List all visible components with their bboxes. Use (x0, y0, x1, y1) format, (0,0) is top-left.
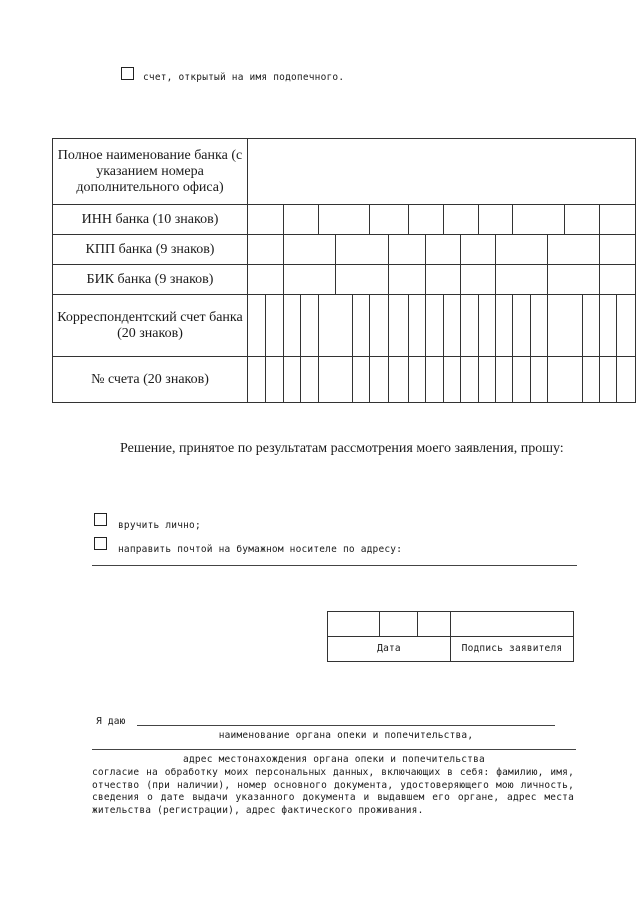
digit-cell-divider (283, 205, 284, 234)
digit-cell-divider (547, 295, 548, 356)
digit-cell-divider (512, 295, 513, 356)
authority-name-line[interactable] (137, 725, 555, 726)
digit-cell-divider (408, 295, 409, 356)
digit-cell-divider (283, 357, 284, 402)
corr-account-cells[interactable] (248, 295, 636, 357)
inn-label: ИНН банка (10 знаков) (53, 205, 248, 235)
digit-cell-divider (495, 357, 496, 402)
digit-cell-divider (530, 295, 531, 356)
digit-cell-divider (495, 235, 496, 264)
decision-text: Решение, принятое по результатам рассмотрения моего заявления, прошу: (120, 441, 564, 456)
digit-cell-divider (460, 295, 461, 356)
digit-cell-divider (495, 265, 496, 294)
digit-cell-divider (443, 357, 444, 402)
digit-cell-divider (408, 357, 409, 402)
digit-cell-divider (547, 357, 548, 402)
deliver-in-person-label: вручить лично; (118, 520, 201, 531)
digit-cell-divider (265, 357, 266, 402)
digit-cell-divider (352, 357, 353, 402)
signature-label: Подпись заявителя (461, 643, 563, 654)
digit-cell-divider (388, 265, 389, 294)
digit-cell-divider (425, 295, 426, 356)
digit-cell-divider (478, 205, 479, 234)
digit-cell-divider (283, 295, 284, 356)
digit-cell-divider (478, 295, 479, 356)
digit-cell-divider (616, 357, 617, 402)
consent-body: согласие на обработку моих персональных данных, включающих в себя: фамилию, имя, отчество (при наличии), номер основного документа, удостоверяющего мою личность, сведения о дате выдачи указанного документа и выдавшем его органе, адрес места жительства (регистрации), адрес фактического проживания. (92, 767, 574, 816)
digit-cell-divider (388, 357, 389, 402)
digit-cell-divider (547, 265, 548, 294)
digit-cell-divider (369, 295, 370, 356)
authority-address-line[interactable] (92, 749, 576, 750)
digit-cell-divider (460, 235, 461, 264)
corr-account-label: Корреспондентский счет банка (20 знаков) (53, 295, 248, 357)
account-number-cells[interactable] (248, 357, 636, 403)
digit-cell-divider (369, 357, 370, 402)
digit-cell-divider (443, 295, 444, 356)
digit-cell-divider (599, 357, 600, 402)
digit-cell-divider (335, 265, 336, 294)
authority-caption: наименование органа опеки и попечительства, (218, 730, 474, 741)
digit-cell-divider (318, 205, 319, 234)
digit-cell-divider (388, 235, 389, 264)
digit-cell-divider (582, 357, 583, 402)
table-row (53, 139, 636, 205)
digit-cell-divider (265, 295, 266, 356)
subject-account-checkbox[interactable] (121, 67, 134, 80)
digit-cell-divider (564, 205, 565, 234)
bank-name-label: Полное наименование банка (с указанием номера дополнительного офиса) (53, 139, 248, 205)
subject-account-label: счет, открытый на имя подопечного. (143, 72, 345, 83)
date-cell-divider (379, 612, 380, 636)
inn-cells[interactable] (248, 205, 636, 235)
digit-cell-divider (283, 235, 284, 264)
mail-address-line[interactable] (92, 565, 577, 566)
send-by-mail-checkbox[interactable] (94, 537, 107, 550)
account-number-label: № счета (20 знаков) (53, 357, 248, 403)
digit-cell-divider (425, 235, 426, 264)
digit-cell-divider (547, 235, 548, 264)
digit-cell-divider (599, 265, 600, 294)
address-caption: адрес местонахождения органа опеки и попечительства (183, 754, 485, 765)
digit-cell-divider (582, 295, 583, 356)
bank-details-table (52, 138, 636, 403)
digit-cell-divider (512, 357, 513, 402)
digit-cell-divider (599, 205, 600, 234)
digit-cell-divider (616, 295, 617, 356)
digit-cell-divider (388, 295, 389, 356)
kpp-label: КПП банка (9 знаков) (53, 235, 248, 265)
table-row (53, 295, 636, 357)
signature-box (327, 611, 574, 662)
digit-cell-divider (300, 295, 301, 356)
table-row (53, 357, 636, 403)
table-row (53, 265, 636, 295)
bank-name-field[interactable] (248, 139, 636, 205)
digit-cell-divider (599, 235, 600, 264)
digit-cell-divider (460, 265, 461, 294)
digit-cell-divider (495, 295, 496, 356)
send-by-mail-label: направить почтой на бумажном носителе по адресу: (118, 544, 403, 555)
table-row (53, 205, 636, 235)
digit-cell-divider (512, 205, 513, 234)
bik-cells[interactable] (248, 265, 636, 295)
date-cell-divider (417, 612, 418, 636)
digit-cell-divider (478, 357, 479, 402)
digit-cell-divider (408, 205, 409, 234)
digit-cell-divider (335, 235, 336, 264)
digit-cell-divider (318, 295, 319, 356)
digit-cell-divider (425, 265, 426, 294)
deliver-in-person-checkbox[interactable] (94, 513, 107, 526)
digit-cell-divider (425, 357, 426, 402)
digit-cell-divider (283, 265, 284, 294)
date-label: Дата (377, 643, 401, 654)
digit-cell-divider (318, 357, 319, 402)
digit-cell-divider (443, 205, 444, 234)
digit-cell-divider (460, 357, 461, 402)
digit-cell-divider (599, 295, 600, 356)
digit-cell-divider (369, 205, 370, 234)
bik-label: БИК банка (9 знаков) (53, 265, 248, 295)
consent-prefix: Я даю (96, 716, 126, 727)
digit-cell-divider (300, 357, 301, 402)
digit-cell-divider (352, 295, 353, 356)
digit-cell-divider (530, 357, 531, 402)
kpp-cells[interactable] (248, 235, 636, 265)
table-row (53, 235, 636, 265)
